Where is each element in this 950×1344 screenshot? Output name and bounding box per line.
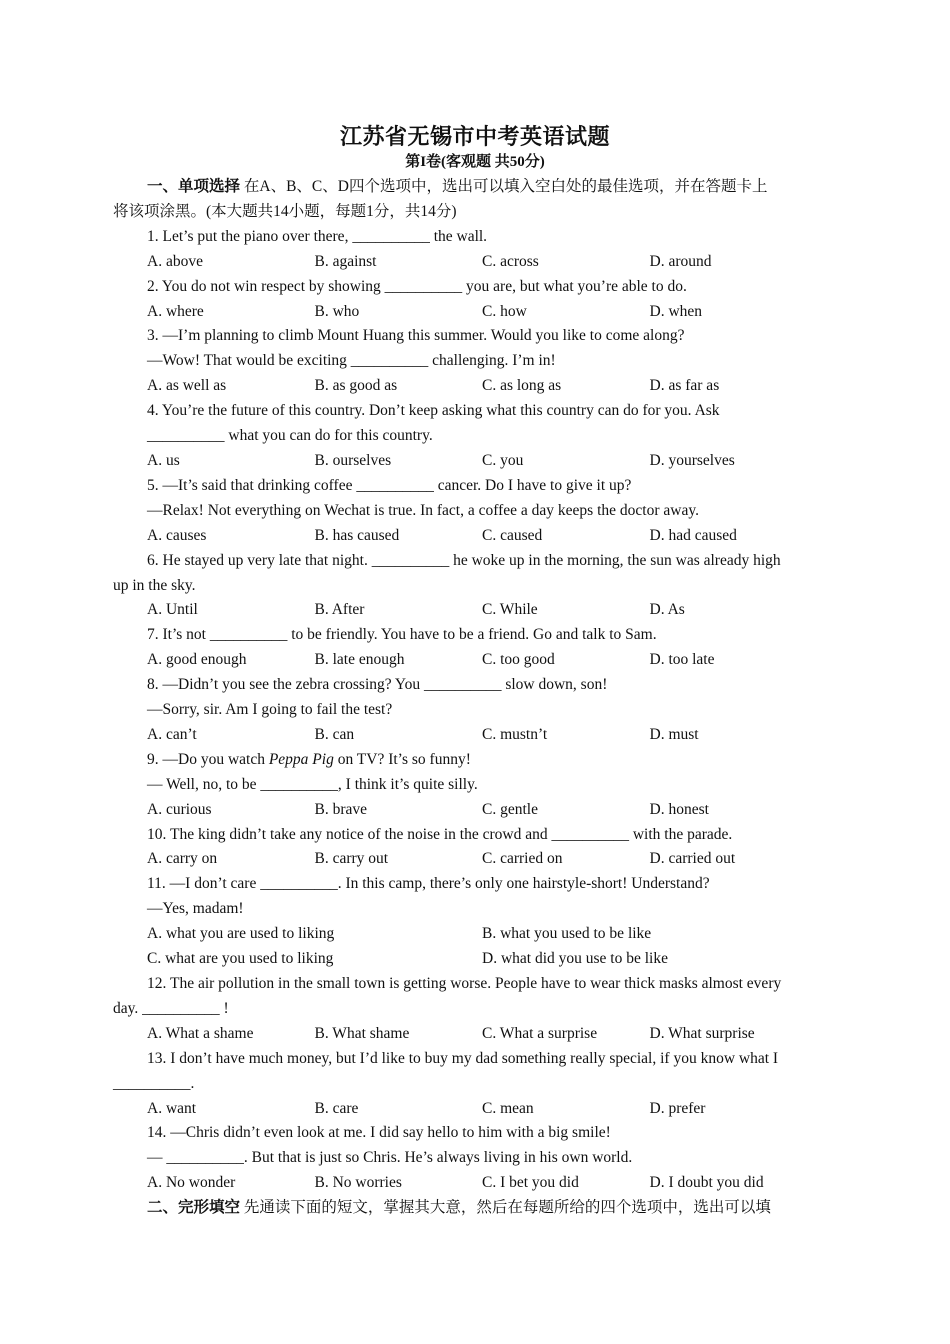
option-b: B. brave	[314, 800, 368, 818]
options-row	[113, 524, 837, 549]
option-c: C. you	[482, 451, 524, 469]
option-b: B. carry out	[314, 850, 389, 868]
question-stem: 2. You do not win respect by showing __________ you are, but what you’re able to do.	[147, 277, 687, 295]
options-row	[113, 1097, 837, 1122]
options-row	[113, 798, 837, 823]
option-d: D. as far as	[649, 377, 720, 395]
section1-line1: 在A、B、C、D四个选项中，选出可以填入空白处的最佳选项，并在答题卡上	[243, 178, 768, 195]
question-stem-cont: __________.	[113, 1074, 195, 1092]
option-c: C. too good	[482, 651, 555, 669]
question-stem: 7. It’s not __________ to be friendly. You have to be a friend. Go and talk to Sam.	[147, 626, 657, 644]
option-d: D. What surprise	[649, 1024, 755, 1042]
option-a: A. above	[147, 252, 203, 270]
options-row	[113, 847, 837, 872]
question-stem-cont: — __________. But that is just so Chris. He’s always living in his own world.	[147, 1149, 633, 1167]
option-a: A. what you are used to liking	[147, 925, 335, 943]
option-a: A. No wonder	[147, 1174, 236, 1192]
section2-heading: 二、完形填空	[147, 1199, 241, 1217]
options-row	[113, 598, 837, 623]
section1-heading: 一、单项选择	[147, 178, 241, 195]
option-d: D. carried out	[649, 850, 736, 868]
section1-instructions	[113, 175, 837, 200]
option-d: D. what did you use to be like	[482, 950, 668, 968]
question-stem-cont: up in the sky.	[113, 576, 196, 594]
option-a: A. as well as	[147, 377, 227, 395]
question-stem-cont: —Sorry, sir. Am I going to fail the test?	[147, 701, 393, 719]
option-a: A. Until	[147, 601, 198, 619]
option-b: B. against	[314, 252, 377, 270]
options-row	[113, 300, 837, 325]
question-stem	[113, 748, 837, 773]
page-subtitle: 第I卷(客观题 共50分)	[405, 154, 545, 170]
option-a: A. want	[147, 1099, 197, 1117]
question-stem-cont: __________ what you can do for this country.	[147, 427, 433, 445]
option-c: C. I bet you did	[482, 1174, 579, 1192]
question-stem: 6. He stayed up very late that night. __________ he woke up in the morning, the sun was already high	[147, 551, 781, 569]
option-a: A. What a shame	[147, 1024, 254, 1042]
option-b: B. has caused	[314, 526, 400, 544]
section1-line2: 将该项涂黑。(本大题共14小题，每题1分，共14分)	[113, 202, 457, 220]
option-c: C. mean	[482, 1099, 534, 1117]
options-row	[113, 723, 837, 748]
option-a: A. curious	[147, 800, 212, 818]
option-d: D. around	[649, 252, 712, 270]
option-c: C. how	[482, 302, 527, 320]
options-row	[113, 648, 837, 673]
option-a: A. good enough	[147, 651, 247, 669]
question-stem: 5. —It’s said that drinking coffee __________ cancer. Do I have to give it up?	[147, 476, 632, 494]
option-c: C. What a surprise	[482, 1024, 598, 1042]
option-d: D. As	[649, 601, 685, 619]
question-stem-cont: day. __________ !	[113, 999, 229, 1017]
question-stem: 12. The air pollution in the small town is getting worse. People have to wear thick masks almost every	[147, 975, 782, 992]
options-row	[113, 922, 837, 947]
question-stem-cont: —Relax! Not everything on Wechat is true. In fact, a coffee a day keeps the doctor away.	[147, 501, 699, 519]
option-d: D. I doubt you did	[649, 1174, 764, 1192]
option-b: B. late enough	[314, 651, 405, 669]
question-stem-cont: —Wow! That would be exciting __________ challenging. I’m in!	[147, 352, 556, 370]
question-stem: 4. You’re the future of this country. Don’t keep asking what this country can do for you. Ask	[147, 402, 720, 420]
option-b: B. can	[314, 725, 355, 743]
option-c: C. gentle	[482, 800, 538, 818]
option-c: C. caused	[482, 526, 543, 544]
question-stem-cont: — Well, no, to be __________, I think it’s quite silly.	[147, 775, 478, 793]
option-b: B. care	[314, 1099, 359, 1117]
option-c: C. While	[482, 601, 538, 619]
option-b: B. what you used to be like	[482, 925, 652, 943]
option-d: D. when	[649, 302, 703, 320]
option-b: B. After	[314, 601, 365, 619]
option-a: A. causes	[147, 526, 207, 544]
stem-text: on TV? It’s so funny!	[333, 750, 471, 768]
option-b: B. who	[314, 302, 360, 320]
option-c: C. carried on	[482, 850, 563, 868]
option-c: C. what are you used to liking	[147, 950, 334, 968]
option-d: D. yourselves	[649, 451, 735, 469]
option-d: D. too late	[649, 651, 715, 669]
option-b: B. No worries	[314, 1174, 402, 1192]
section2-line1: 先通读下面的短文，掌握其大意，然后在每题所给的四个选项中，选出可以填	[243, 1199, 771, 1217]
question-stem-cont: —Yes, madam!	[147, 900, 244, 918]
options-row	[113, 947, 837, 972]
option-d: D. had caused	[649, 526, 737, 544]
options-row	[113, 1171, 837, 1196]
options-row	[113, 250, 837, 275]
options-row	[113, 1022, 837, 1047]
option-b: B. What shame	[314, 1024, 410, 1042]
option-d: D. must	[649, 725, 699, 743]
option-c: C. as long as	[482, 377, 562, 395]
option-a: A. can’t	[147, 725, 197, 743]
option-a: A. us	[147, 451, 180, 469]
option-b: B. ourselves	[314, 451, 392, 469]
option-a: A. carry on	[147, 850, 218, 868]
question-stem: 14. —Chris didn’t even look at me. I did say hello to him with a big smile!	[147, 1124, 611, 1142]
question-stem: 3. —I’m planning to climb Mount Huang this summer. Would you like to come along?	[147, 327, 685, 345]
option-b: B. as good as	[314, 377, 398, 395]
option-d: D. honest	[649, 800, 709, 818]
option-d: D. prefer	[649, 1099, 706, 1117]
question-stem: 1. Let’s put the piano over there, __________ the wall.	[147, 227, 488, 245]
options-row	[113, 449, 837, 474]
section2-instructions	[113, 1196, 837, 1221]
question-stem: 8. —Didn’t you see the zebra crossing? You __________ slow down, son!	[147, 676, 608, 694]
question-stem: 11. —I don’t care __________. In this camp, there’s only one hairstyle-short! Understand?	[147, 875, 710, 893]
page-title: 江苏省无锡市中考英语试题	[339, 124, 610, 149]
option-c: C. across	[482, 252, 539, 270]
option-a: A. where	[147, 302, 204, 320]
exam-page	[113, 122, 837, 1221]
question-stem: 10. The king didn’t take any notice of the noise in the crowd and __________ with the parade.	[147, 825, 733, 843]
options-row	[113, 374, 837, 399]
stem-text: 9. —Do you watch	[147, 750, 269, 768]
option-c: C. mustn’t	[482, 725, 548, 743]
question-stem: 13. I don’t have much money, but I’d like to buy my dad something really special, if you know what I	[147, 1049, 779, 1067]
show-title: Peppa Pig	[268, 750, 334, 768]
